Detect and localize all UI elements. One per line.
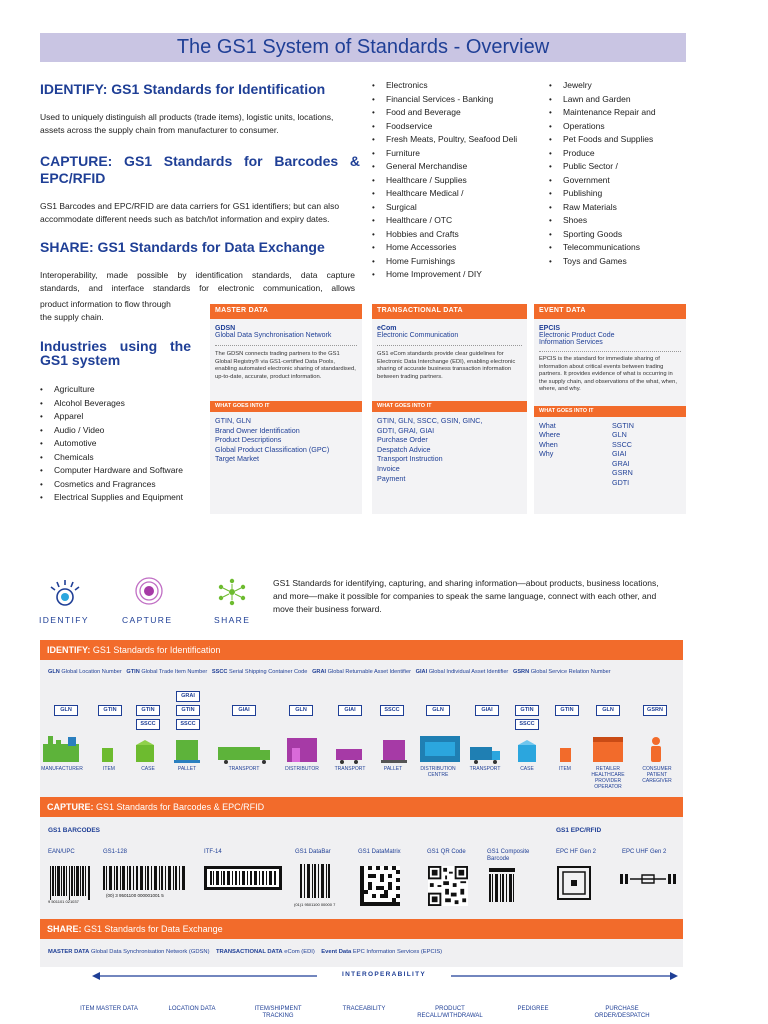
databar-digits: (01)1 9501100 00000 7 — [294, 902, 336, 907]
industries-list-3 — [549, 79, 709, 268]
card-item: When — [539, 439, 558, 449]
list-item: • General Merchandise — [372, 160, 542, 174]
card-header: TRANSACTIONAL DATA — [372, 304, 527, 319]
card-item: Payment — [377, 473, 406, 483]
intro-line: move their business forward. — [273, 604, 382, 614]
tag: GSRN — [643, 705, 667, 716]
list-item: • Lawn and Garden — [549, 93, 709, 107]
chain-label: TRANSPORT — [469, 766, 501, 772]
chain-label: DISTRIBUTOR — [285, 766, 319, 772]
list-item: • Hobbies and Crafts — [372, 228, 542, 242]
list-item: • Audio / Video — [40, 424, 210, 438]
card-item: GLN — [612, 430, 627, 440]
card-subheader: WHAT GOES INTO IT — [534, 406, 686, 417]
tag: GIAI — [475, 705, 499, 716]
card-desc: Global Data Synchronisation Network — [215, 332, 332, 339]
barcode-label: EAN/UPC — [48, 849, 75, 855]
card-name: eCom — [377, 325, 397, 332]
list-item: • Chemicals — [40, 451, 210, 465]
capture-heading-2: EPC/RFID — [40, 170, 106, 186]
list-item: • Surgical — [372, 201, 542, 215]
intro-text — [273, 577, 693, 616]
card-item: Brand Owner Identification — [215, 425, 300, 435]
chain-label: PALLET — [383, 766, 403, 772]
capture-text: GS1 Barcodes and EPC/RFID are data carriers for GS1 identifiers; but can also accommodate different needs such as batch/lot information and expiry dates. — [40, 201, 340, 224]
bar-bold: SHARE: — [47, 924, 82, 934]
list-item: • Fresh Meats, Poultry, Seafood Deli — [372, 133, 542, 147]
bar-bold: CAPTURE: — [47, 802, 94, 812]
bar-text: GS1 Standards for Barcodes & EPC/RFID — [93, 802, 265, 812]
tag: SSCC — [176, 719, 200, 730]
industries-list-1 — [40, 383, 210, 505]
share-label: LOCATION DATA — [168, 1006, 216, 1012]
chain-label: DISTRIBUTION CENTRE — [420, 766, 456, 778]
list-item: • Toys and Games — [549, 255, 709, 269]
card-item: What — [539, 420, 556, 430]
gs1-datamatrix-barcode — [360, 866, 400, 906]
card-desc: Electronic Product Code — [539, 332, 615, 339]
interoperability-label: INTEROPERABILITY — [342, 971, 426, 978]
chain-label: ITEM — [559, 766, 571, 772]
share-label: ITEM/SHIPMENT TRACKING — [254, 1006, 302, 1019]
list-item: • Agriculture — [40, 383, 210, 397]
tag: SSCC — [136, 719, 160, 730]
chain-label: PALLET — [177, 766, 197, 772]
share-text-3: product information to flow through — [40, 299, 171, 309]
card-item: SGTIN — [612, 420, 634, 430]
capture-icon-label: CAPTURE — [122, 615, 173, 625]
gs1-databar-barcode — [300, 864, 332, 904]
capture-icon — [134, 576, 164, 606]
page-title: The GS1 System of Standards - Overview — [176, 36, 550, 58]
list-item: • Home Furnishings — [372, 255, 542, 269]
list-item: • Raw Materials — [549, 201, 709, 215]
list-item: • Operations — [549, 120, 709, 134]
tag: GTIN — [555, 705, 579, 716]
transactional-data-card — [372, 304, 527, 514]
card-item: Where — [539, 430, 561, 440]
tag: GLN — [289, 705, 313, 716]
gs1-128-digits: (00) 3 9501100 000001001 5 — [106, 893, 164, 898]
epc-hf-tag-icon — [557, 866, 591, 900]
identify-icon — [48, 578, 82, 608]
list-item: • Government — [549, 174, 709, 188]
share-label: PRODUCT RECALL/WITHDRAWAL — [417, 1006, 483, 1019]
rfid-title: GS1 EPC/RFID — [556, 827, 602, 834]
list-item: • Electronics — [372, 79, 542, 93]
share-text-4: the supply chain. — [40, 312, 104, 322]
barcode-label: ITF-14 — [204, 849, 222, 855]
card-item: Global Product Classification (GPC) — [215, 444, 330, 454]
chain-label: MANUFACTURER — [41, 766, 83, 772]
list-item: • Home Accessories — [372, 241, 542, 255]
tag: GTIN — [136, 705, 160, 716]
bar-text: GS1 Standards for Identification — [90, 645, 221, 655]
list-item: • Pet Foods and Supplies — [549, 133, 709, 147]
tag: SSCC — [380, 705, 404, 716]
event-data-card — [534, 304, 686, 514]
card-item: GRAI — [612, 458, 630, 468]
tag: GIAI — [232, 705, 256, 716]
card-item: GDTI, GRAI, GIAI — [377, 425, 435, 435]
card-item: GTIN, GLN, SSCC, GSIN, GINC, — [377, 416, 483, 425]
list-item: • Automotive — [40, 437, 210, 451]
list-item: • Cosmetics and Fragrances — [40, 478, 210, 492]
list-item: • Telecommunications — [549, 241, 709, 255]
list-item: • Public Sector / — [549, 160, 709, 174]
barcode-label: GS1 DataBar — [295, 849, 331, 855]
tag: GTIN — [176, 705, 200, 716]
tag: GIAI — [338, 705, 362, 716]
gs1-qr-code — [428, 866, 468, 906]
bar-text: GS1 Standards for Data Exchange — [81, 924, 223, 934]
ean-digits: 9 501101 021037 — [48, 899, 79, 904]
barcode-label: GS1-128 — [103, 849, 128, 855]
barcode-label: GS1 Composite Barcode — [487, 849, 530, 862]
card-item: Product Descriptions — [215, 435, 282, 445]
card-text: GS1 eCom standards provide clear guidelines for Electronic Data Interchange (EDI), enabling electronic sharing of accurate business transaction information between trading partners. — [377, 351, 516, 380]
title-bar — [40, 33, 686, 62]
tag: GLN — [596, 705, 620, 716]
list-item: • Food and Beverage — [372, 106, 542, 120]
list-item: • Computer Hardware and Software — [40, 464, 210, 478]
card-item: Purchase Order — [377, 435, 428, 445]
chain-label: TRANSPORT — [334, 766, 366, 772]
card-item: GIAI — [612, 449, 627, 459]
list-item: • Furniture — [372, 147, 542, 161]
barcode-label: GS1 QR Code — [427, 849, 466, 855]
gs1-128-barcode — [103, 866, 187, 896]
list-item: • Electrical Supplies and Equipment — [40, 491, 210, 505]
card-item: Why — [539, 449, 554, 459]
share-text-1: Interoperability, made possible by identification standards, data capture — [40, 270, 355, 280]
tag: GTIN — [515, 705, 539, 716]
card-item: GSRN — [612, 468, 633, 478]
identify-heading: IDENTIFY: GS1 Standards for Identification — [40, 81, 326, 97]
list-item: • Home Improvement / DIY — [372, 268, 542, 282]
barcode-label: EPC UHF Gen 2 — [622, 849, 667, 855]
card-text: The GDSN connects trading partners to the GS1 Global Registry® via GS1-certified Data Pools, enabling automated electronic sharing of standardised, up-to-date, accurate, product information. — [215, 351, 356, 380]
list-item: • Publishing — [549, 187, 709, 201]
list-item: • Jewelry — [549, 79, 709, 93]
card-item: Target Market — [215, 454, 259, 464]
identify-icon-label: IDENTIFY — [39, 615, 89, 625]
chain-label: CONSUMER PATIENT CAREGIVER — [642, 766, 672, 784]
chain-label: CASE — [141, 766, 155, 772]
list-item: • Healthcare / OTC — [372, 214, 542, 228]
share-bar — [40, 919, 683, 939]
list-item: • Maintenance Repair and — [549, 106, 709, 120]
barcode-label: GS1 DataMatrix — [358, 849, 401, 855]
card-name: EPCIS — [539, 325, 561, 332]
capture-heading-1: CAPTURE: GS1 Standards for Barcodes & — [40, 153, 360, 169]
list-item: • Produce — [549, 147, 709, 161]
card-subheader: WHAT GOES INTO IT — [372, 401, 527, 412]
identify-text: Used to uniquely distinguish all products (trade items), logistic units, locations, assets across the supply chain from manufacturer to consumer. — [40, 112, 334, 135]
key-legend: GLN Global Location Number GTIN Global Trade Item Number SSCC Serial Shipping Container Code GRAI Global Returnable Asset Identifier GIAI Global Individual Asset Identifier GSRN Global Service Relation Number — [48, 669, 611, 675]
intro-line: and more—make it possible for companies to speak the same language, connect with each other, and — [273, 591, 657, 601]
list-item: • Shoes — [549, 214, 709, 228]
itf-14-barcode — [204, 866, 282, 890]
share-row: MASTER DATA Global Data Synchronisation Network (GDSN) TRANSACTIONAL DATA eCom (EDI) Event Data EPC Information Services (EPCIS) — [48, 949, 443, 955]
list-item: • Sporting Goods — [549, 228, 709, 242]
card-item: GDTI — [612, 478, 630, 488]
barcode-label: EPC HF Gen 2 — [556, 849, 597, 855]
list-item: • Healthcare Medical / — [372, 187, 542, 201]
card-name: GDSN — [215, 325, 236, 332]
card-desc: Electronic Communication — [377, 332, 459, 339]
industries-heading-1: Industries using the — [40, 338, 191, 354]
list-item: • Healthcare / Supplies — [372, 174, 542, 188]
list-item: • Financial Services - Banking — [372, 93, 542, 107]
card-header: MASTER DATA — [210, 304, 362, 319]
share-label: PURCHASE ORDER/DESPATCH — [594, 1006, 650, 1019]
barcodes-title: GS1 BARCODES — [48, 827, 101, 834]
industries-heading-2: GS1 system — [40, 352, 121, 368]
share-label: ITEM MASTER DATA — [80, 1006, 138, 1012]
intro-line: GS1 Standards for identifying, capturing, and sharing information—about products, business locations, — [273, 578, 659, 588]
bar-bold: IDENTIFY: — [47, 645, 91, 655]
share-label: PEDIGREE — [517, 1006, 549, 1012]
chain-label: ITEM — [103, 766, 115, 772]
tag: GRAI — [176, 691, 200, 702]
card-item: SSCC — [612, 439, 632, 449]
tag: GTIN — [98, 705, 122, 716]
tag: GLN — [54, 705, 78, 716]
industries-list-2 — [372, 79, 542, 282]
share-heading: SHARE: GS1 Standards for Data Exchange — [40, 239, 325, 255]
card-item: Despatch Advice — [377, 444, 431, 454]
chain-label: CASE — [520, 766, 534, 772]
card-subheader: WHAT GOES INTO IT — [210, 401, 362, 412]
identify-bar — [40, 640, 683, 660]
share-text-2: standards, and interface standards for electronic communication, allows — [40, 283, 355, 293]
capture-bar — [40, 797, 683, 817]
card-desc: Information Services — [539, 339, 603, 346]
list-item: • Foodservice — [372, 120, 542, 134]
share-icon-label: SHARE — [214, 615, 251, 625]
tag: SSCC — [515, 719, 539, 730]
tag: GLN — [426, 705, 450, 716]
supply-chain-illustration — [40, 732, 683, 764]
list-item: • Alcohol Beverages — [40, 397, 210, 411]
card-header: EVENT DATA — [534, 304, 686, 319]
share-icon — [218, 578, 246, 606]
epc-uhf-tag-icon — [620, 872, 676, 886]
card-text: EPCIS is the standard for immediate sharing of information about critical events between trading partners. It provides evidence of what is occurring in the supply chain, and observations of the what, when, where, and why. — [539, 356, 677, 392]
card-item: Invoice — [377, 463, 400, 473]
master-data-card — [210, 304, 362, 514]
chain-label: RETAILER HEALTHCARE PROVIDER OPERATOR — [591, 766, 625, 790]
list-item: • Apparel — [40, 410, 210, 424]
card-item: GTIN, GLN — [215, 416, 251, 425]
card-item: Transport Instruction — [377, 454, 443, 464]
gs1-composite-barcode — [489, 868, 515, 908]
share-label: TRACEABILITY — [342, 1006, 386, 1012]
chain-label: TRANSPORT — [228, 766, 260, 772]
